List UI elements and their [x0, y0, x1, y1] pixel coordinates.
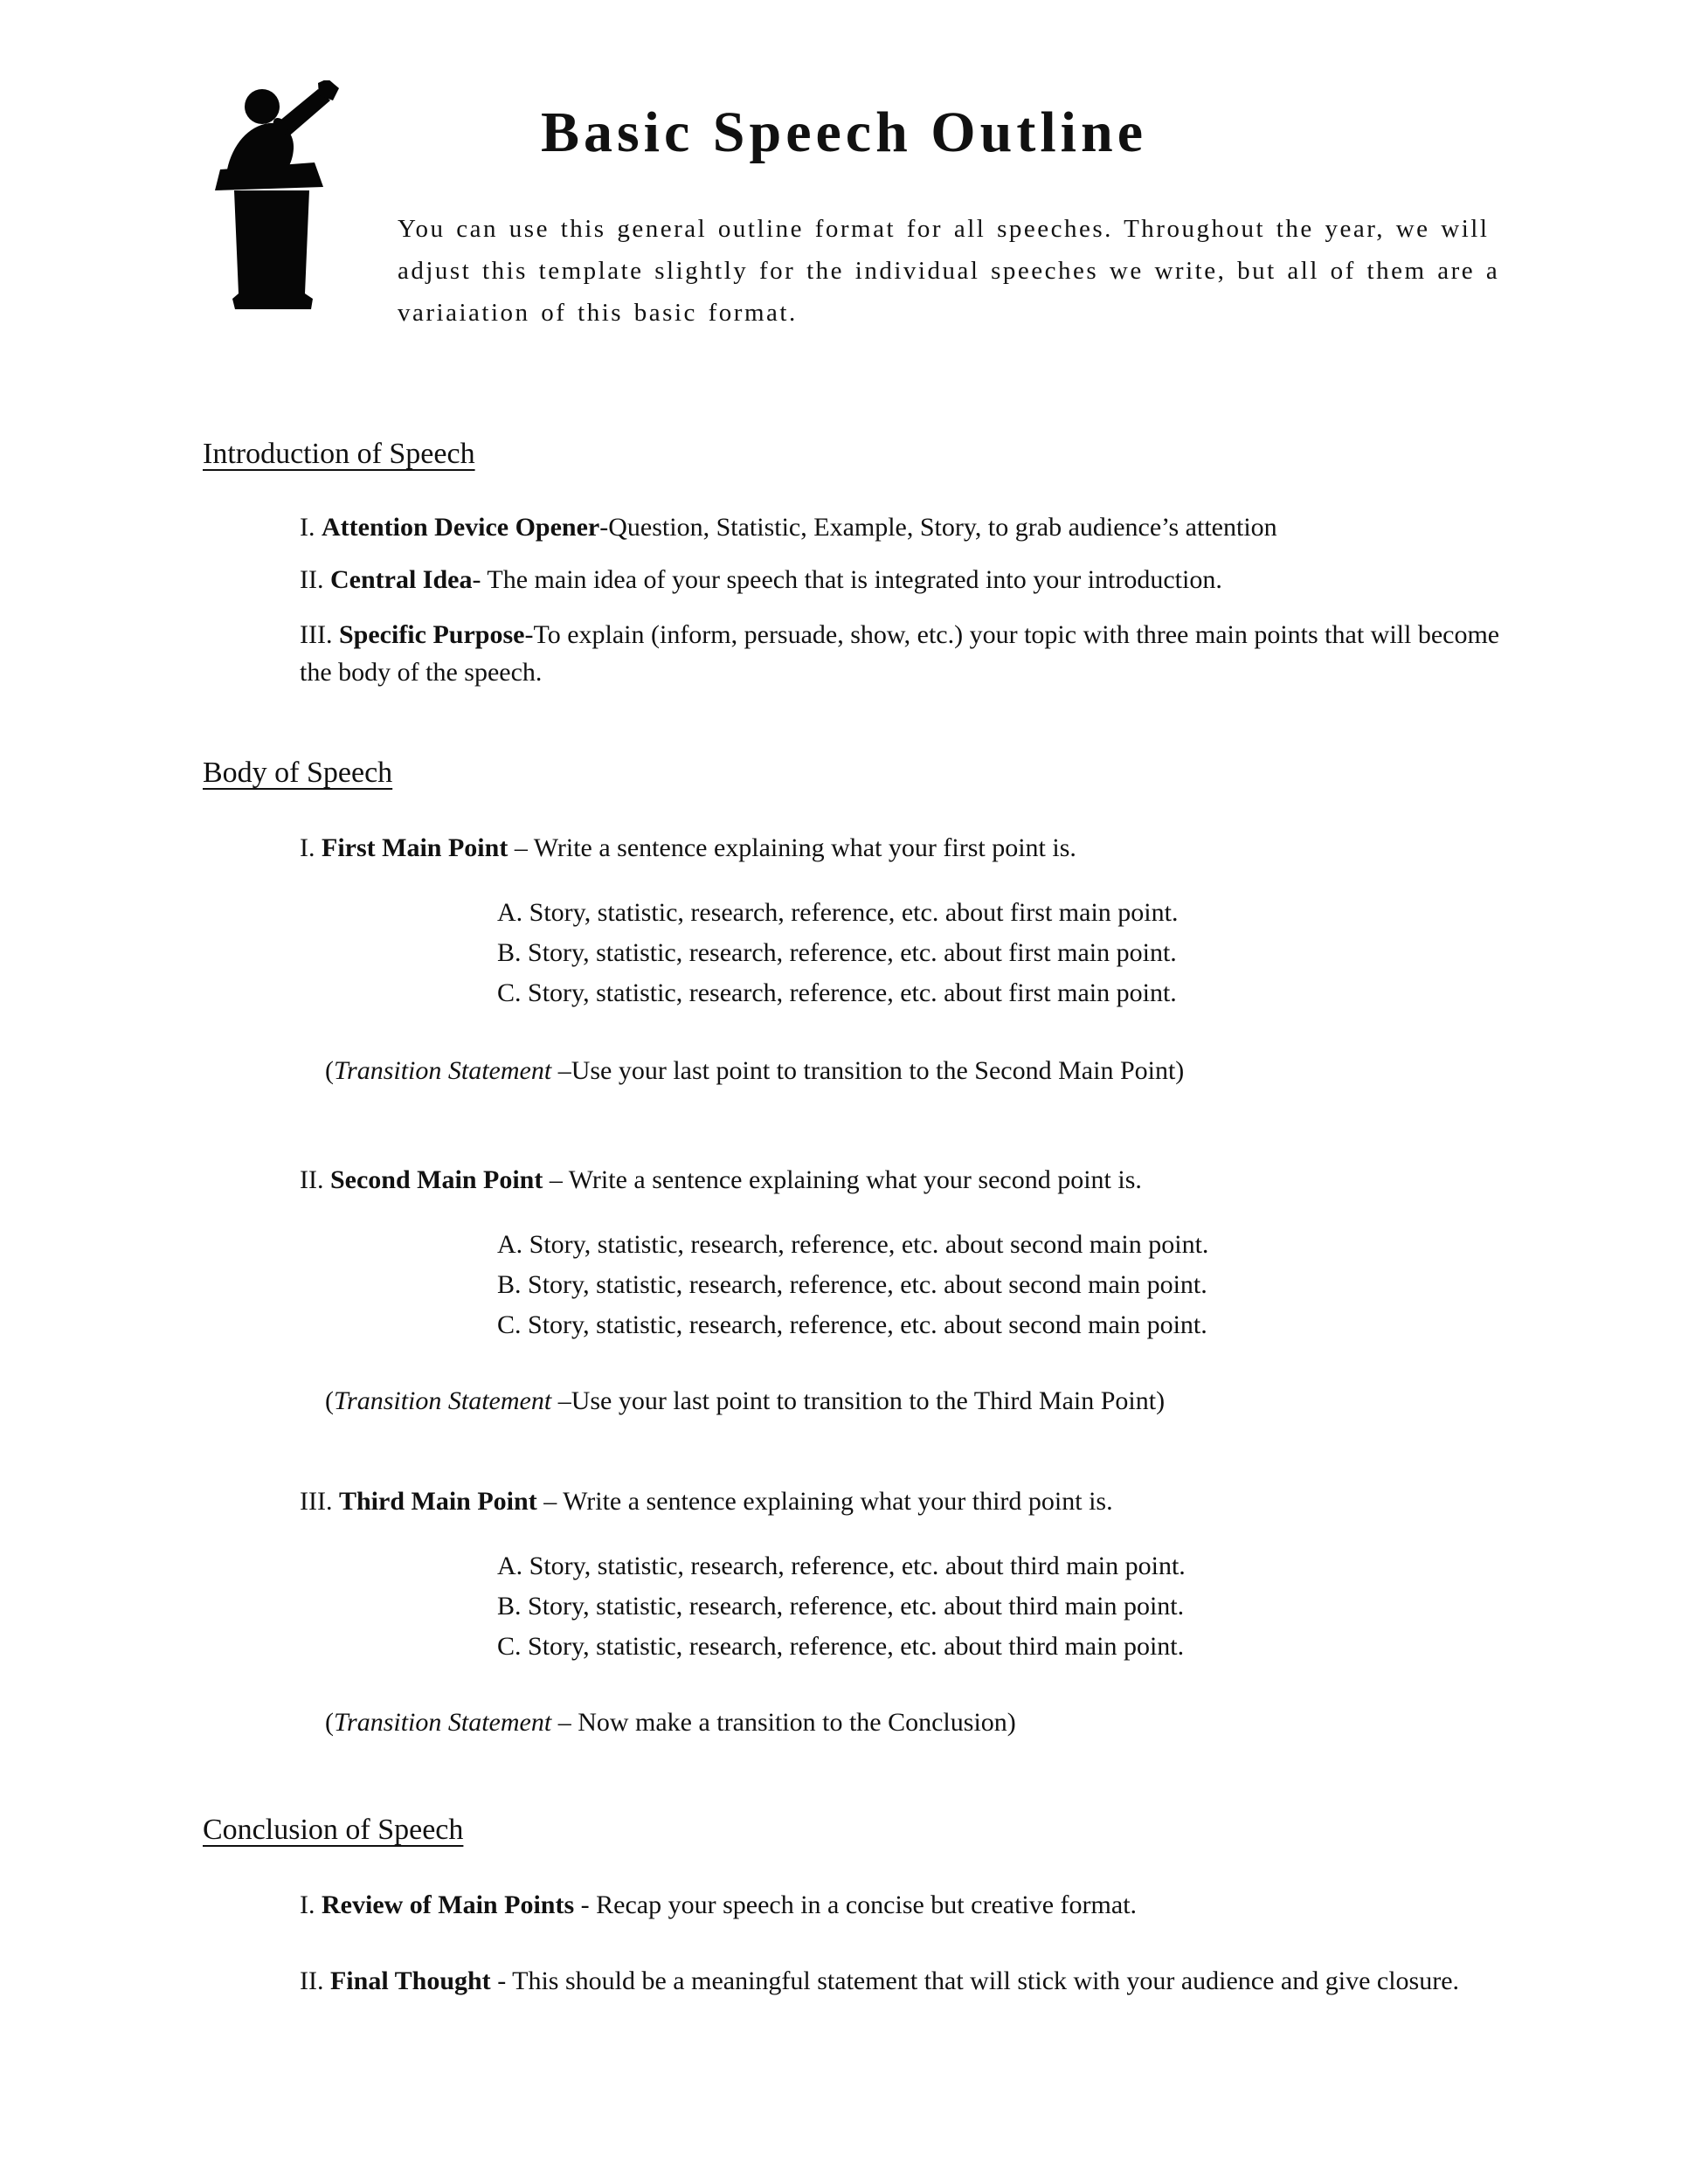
item-term: Attention Device Opener	[322, 513, 600, 542]
subitem-c: C. Story, statistic, research, reference, etc. about first main point.	[497, 978, 1177, 1007]
item-numeral: I.	[300, 833, 322, 862]
item-desc: – Write a sentence explaining what your second point is.	[543, 1165, 1142, 1194]
subitem-a: A. Story, statistic, research, reference, etc. about third main point.	[497, 1552, 1186, 1580]
transition-statement-1	[325, 1052, 1522, 1089]
transition-open-paren: (	[325, 1708, 334, 1737]
intro-item-specific-purpose	[300, 616, 1522, 691]
body-point-first	[300, 829, 1522, 867]
transition-open-paren: (	[325, 1056, 334, 1085]
transition-text: – Now make a transition to the Conclusion)	[551, 1708, 1016, 1737]
page-title: Basic Speech Outline	[540, 100, 1148, 164]
item-term: First Main Point	[322, 833, 508, 862]
transition-text: –Use your last point to transition to the Third Main Point)	[551, 1386, 1166, 1415]
transition-text: –Use your last point to transition to the Second Main Point)	[551, 1056, 1185, 1085]
intro-item-attention-device	[300, 508, 1522, 546]
item-numeral: II.	[300, 1966, 330, 1995]
subitem-c: C. Story, statistic, research, reference, etc. about third main point.	[497, 1632, 1185, 1661]
subitem-b: B. Story, statistic, research, reference, etc. about third main point.	[497, 1592, 1185, 1621]
body-point-third-subitems	[497, 1546, 1522, 1667]
item-term: Specific Purpose	[338, 620, 525, 649]
transition-label: Transition Statement	[334, 1708, 552, 1737]
subitem-b: B. Story, statistic, research, reference, etc. about first main point.	[497, 938, 1177, 967]
body-point-second-subitems	[497, 1225, 1522, 1345]
section-heading-conclusion: Conclusion of Speech	[203, 1814, 464, 1846]
transition-statement-2	[325, 1382, 1522, 1420]
section-heading-introduction: Introduction of Speech	[203, 438, 475, 470]
item-desc: -To explain (inform, persuade, show, etc.) your topic with three main points that will become the body of the speech.	[300, 620, 1506, 687]
body-point-second	[300, 1161, 1522, 1199]
item-numeral: I.	[300, 1890, 322, 1919]
item-desc: - The main idea of your speech that is integrated into your introduction.	[472, 565, 1222, 594]
item-term: Central Idea	[329, 565, 473, 594]
item-term: Review of Main Points	[322, 1890, 575, 1919]
body-point-third	[300, 1482, 1522, 1520]
item-term: Second Main Point	[329, 1165, 543, 1194]
conclusion-item-final-thought	[300, 1962, 1522, 2000]
body-point-first-subitems	[497, 893, 1522, 1013]
subitem-c: C. Story, statistic, research, reference, etc. about second main point.	[497, 1310, 1207, 1339]
item-desc: – Write a sentence explaining what your first point is.	[508, 833, 1076, 862]
speaker-podium-icon	[208, 80, 339, 325]
item-desc: -Question, Statistic, Example, Story, to grab audience’s attention	[599, 513, 1277, 542]
subitem-b: B. Story, statistic, research, reference, etc. about second main point.	[497, 1270, 1207, 1299]
section-heading-body: Body of Speech	[203, 757, 393, 789]
transition-label: Transition Statement	[334, 1056, 552, 1085]
intro-item-central-idea	[300, 561, 1522, 598]
transition-open-paren: (	[325, 1386, 334, 1415]
item-numeral: III.	[300, 620, 339, 649]
subitem-a: A. Story, statistic, research, reference, etc. about second main point.	[497, 1230, 1209, 1259]
item-numeral: II.	[300, 565, 330, 594]
item-desc: - This should be a meaningful statement that will stick with your audience and give closure.	[490, 1966, 1460, 1995]
outline-content	[0, 435, 1688, 2000]
intro-paragraph: You can use this general outline format for all speeches. Throughout the year, we will adjust this template slightly for the individual speeches we write, but all of them are a variaiation of this basic format.	[398, 215, 1512, 327]
item-numeral: I.	[300, 513, 322, 542]
transition-statement-3	[325, 1704, 1522, 1741]
item-numeral: II.	[300, 1165, 330, 1194]
item-numeral: III.	[300, 1487, 339, 1516]
conclusion-item-review	[300, 1886, 1522, 1924]
item-term: Third Main Point	[338, 1487, 537, 1516]
transition-label: Transition Statement	[334, 1386, 552, 1415]
subitem-a: A. Story, statistic, research, reference, etc. about first main point.	[497, 898, 1179, 927]
item-term: Final Thought	[329, 1966, 491, 1995]
item-desc: - Recap your speech in a concise but creative format.	[574, 1890, 1138, 1919]
speaker-podium-icon-svg	[208, 80, 339, 325]
item-desc: – Write a sentence explaining what your third point is.	[536, 1487, 1113, 1516]
